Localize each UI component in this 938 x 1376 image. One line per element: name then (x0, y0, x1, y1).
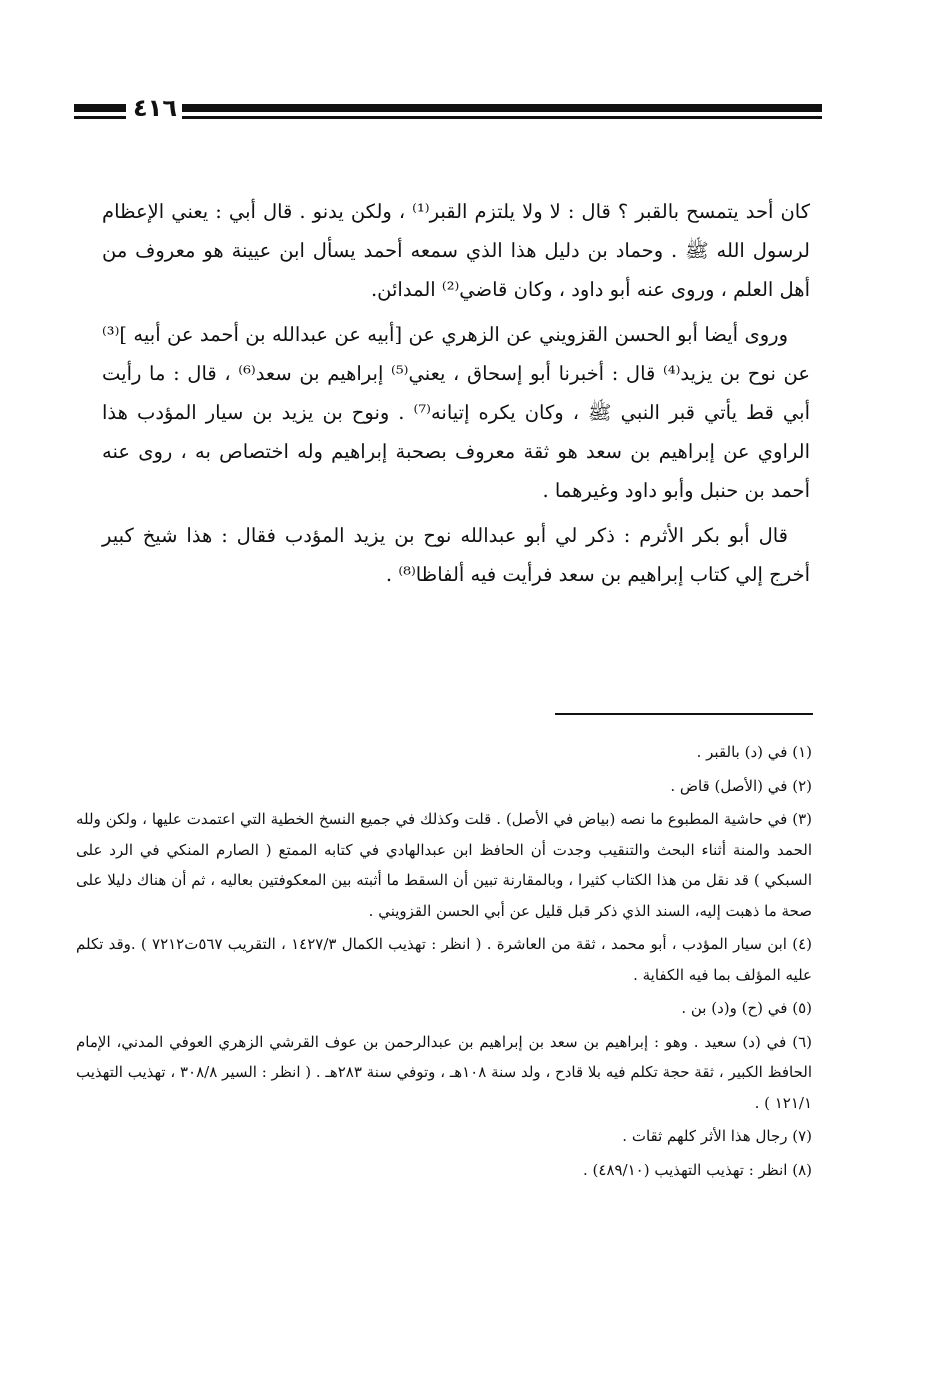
main-text (102, 192, 810, 600)
header-rule-thin (182, 116, 822, 119)
footnote-3: (٣) في حاشية المطبوع ما نصه (بياض في الأصل) . قلت وكذلك في جميع النسخ الخطية التي اعتمدت عليها ، ولكن ولله الحمد والمنة أثناء البحث والتنقيب وجدت أن الحافظ ابن عبدالهادي في كتابه الممتع ( الصارم المنكي في الرد على السبكي ) قد نقل من هذا الكتاب كثيرا ، وبالمقارنة تبين أن السقط ما أثبته بين المعكوفتين بعاليه ، ثم أن هناك دليلا على صحة ما ذهبت إليه، السند الذي ذكر قبل قليل عن أبي الحسن القزويني . (76, 810, 812, 920)
footnote-1: (١) في (د) بالقبر . (696, 743, 812, 761)
header-rule-left-thin (74, 116, 126, 119)
footnote-7: (٧) رجال هذا الأثر كلهم ثقات . (622, 1127, 812, 1145)
footnote-separator (555, 713, 813, 715)
paragraph-1: كان أحد يتمسح بالقبر ؟ قال : لا ولا يلتزم القبر⁽¹⁾ ، ولكن يدنو . قال أبي : يعني الإعظام لرسول الله ﷺ . وحماد بن دليل هذا الذي سمعه أحمد يسأل ابن عيينة هو معروف من أهل العلم ، وروى عنه أبو داود ، وكان قاضي⁽²⁾ المدائن. (102, 200, 810, 301)
footnotes (76, 737, 812, 1188)
page-number: ٤١٦ (133, 94, 177, 122)
footnote-2: (٢) في (الأصل) قاض . (670, 776, 812, 795)
header-rule-left-thick (74, 104, 126, 112)
paragraph-3: قال أبو بكر الأثرم : ذكر لي أبو عبدالله نوح بن يزيد المؤدب فقال : هذا شيخ كبير أخرج إلي كتاب إبراهيم بن سعد فرأيت فيه ألفاظا⁽⁸⁾ . (102, 524, 810, 586)
footnote-4: (٤) ابن سيار المؤدب ، أبو محمد ، ثقة من العاشرة . ( انظر : تهذيب الكمال ١٤٢٧/٣ ، التقريب ٥٦٧ت٧٢١٢ ) .وقد تكلم عليه المؤلف بما فيه الكفاية . (76, 935, 812, 984)
header-rule-thick (182, 104, 822, 112)
page-header (74, 94, 822, 128)
footnote-6: (٦) في (د) سعيد . وهو : إبراهيم بن سعد بن إبراهيم بن عبدالرحمن بن عوف القرشي الزهري العوفي المدني، الإمام الحافظ الكبير ، ثقة حجة تكلم فيه بلا قادح ، ولد سنة ١٠٨هـ ، وتوفي سنة ٢٨٣هـ . ( انظر : السير ٣٠٨/٨ ، تهذيب التهذيب ١٢١/١ ) . (76, 1032, 812, 1112)
paragraph-2: وروى أيضا أبو الحسن القزويني عن الزهري عن [أبيه عن عبدالله بن أحمد عن أبيه ]⁽³⁾ عن نوح بن يزيد⁽⁴⁾ قال : أخبرنا أبو إسحاق ، يعني⁽⁵⁾ إبراهيم بن سعد⁽⁶⁾ ، قال : ما رأيت أبي قط يأتي قبر النبي ﷺ ، وكان يكره إتيانه⁽⁷⁾ . ونوح بن يزيد بن سيار المؤدب هذا الراوي عن إبراهيم بن سعد هو ثقة معروف بصحبة إبراهيم وله اختصاص به ، روى عنه أحمد بن حنبل وأبو داود وغيرهما . (102, 323, 810, 502)
footnote-8: (٨) انظر : تهذيب التهذيب (٤٨٩/١٠) . (583, 1160, 812, 1179)
footnote-5: (٥) في (ح) و(د) بن . (681, 999, 812, 1017)
